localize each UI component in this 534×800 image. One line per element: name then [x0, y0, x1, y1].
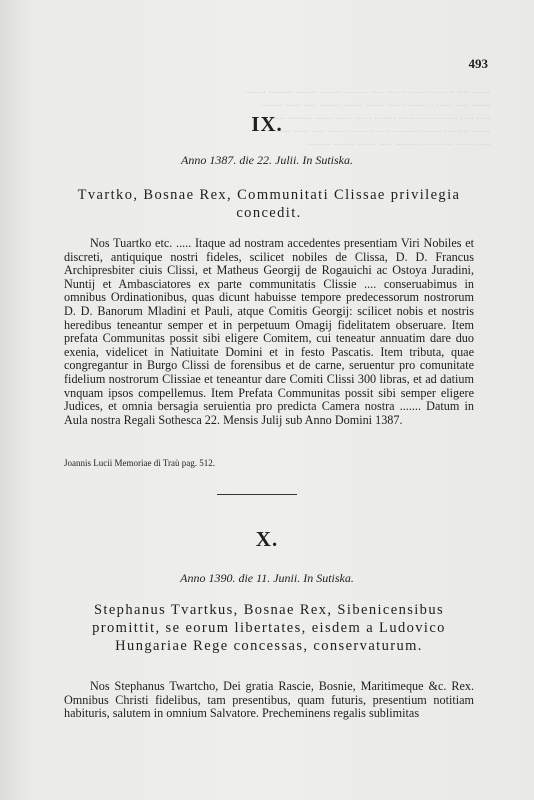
date-line-ix: Anno 1387. die 22. Julii. In Sutiska.: [181, 153, 353, 167]
paragraph-x: Nos Stephanus Twartcho, Dei gratia Rascie, Bosnie, Maritimeque &c. Rex. Omnibus Christi fidelibus, tam presentibus, quam futuris, presentium notitiam habituris, salutem in omnium Salvatore. Precheminens regalis sublimitas: [64, 679, 474, 721]
section-divider: [217, 494, 297, 495]
source-note-ix: Joannis Lucii Memoriae di Traù pag. 512.: [64, 458, 215, 468]
date-line-x: Anno 1390. die 11. Junii. In Sutiska.: [180, 571, 354, 585]
heading-x: Stephanus Tvartkus, Bosnae Rex, Sibenicensibus promittit, se eorum libertates, eisdem a Ludovico Hungariae Rege concessas, conservaturum.: [92, 602, 446, 654]
body-text-x: [64, 680, 474, 721]
page-number: 493: [468, 56, 488, 71]
document-numeral-ix: IX.: [251, 112, 283, 136]
body-text-ix: [64, 237, 474, 427]
document-numeral-x: X.: [255, 527, 279, 551]
paragraph-ix: Nos Tuartko etc. ..... Itaque ad nostram accedentes presentiam Viri Nobiles et discreti, antiquique nostri fideles, scilicet nobiles de Clissa, D. D. Francus Archipresbiter ciuis Clissi, et Matheus Georgij de Rogauichi ac Ostoya Juradini, Nuntij et Ambasciatores ex parte communitatis Clissie .... conseruabimus in omnibus Ordinationibus, quas dicunt habuisse tempore predecessorum nostrorum D. D. Banorum Mladini et Pauli, atque Comitis Georgij: scilicet nobis et nostris heredibus teneantur semper et in perpetuum Omagij fidelitatem obseruare. Item prefata Communitas possit sibi eligere Comitem, cui teneatur annuatim dare duo exenia, videlicet in Natiuitate Domini et in festo Pascatis. Item tributa, quae congregantur in Burgo Clissi de forensibus et de carne, seruentur pro comunitate fidelium nostrorum Clissiae et teneantur dare Comiti Clissi 300 libras, et ad datium vnquam ipsos compellemus. Item Prefata Communitas possit sibi semper eligere Judices, et omnia bersagia seruientia pro predicta Camera nostra ....... Datum in Aula nostra Regali Sothesca 22. Mensis Julij sub Anno Domini 1387.: [64, 236, 474, 427]
heading-ix: Tvartko, Bosnae Rex, Communitati Clissae privilegia concedit.: [77, 187, 461, 221]
show-through-text: ....... .... .. ....... ...... ....... ..... ......... ........ ........ ......... ........ ....... ..... ...... .. ...... ....... ....... ....... ........ ..... ...... ........ ..... ..... ...... ........ ...... ........ ...... ...... ....... ......... ...... ....... .... .... ........ ......... ..... ........ ........ ..... ...... ....... ...... ...... ....... .... ........ ..... ....... ........ .........: [244, 85, 490, 148]
